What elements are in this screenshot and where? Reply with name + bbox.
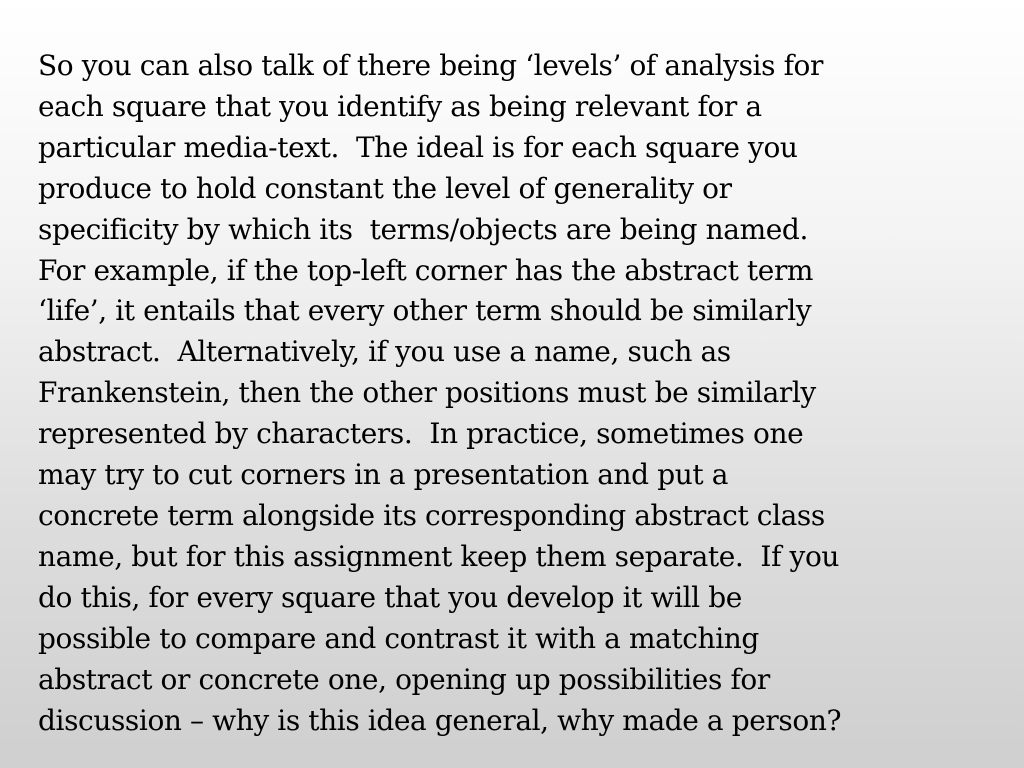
text-line: each square that you identify as being relevant for a [38, 89, 762, 123]
text-line: abstract or concrete one, opening up possibilities for [38, 662, 770, 696]
text-line: ‘life’, it entails that every other term should be similarly [38, 294, 812, 328]
text-line: discussion – why is this idea general, why made a person? [38, 703, 842, 737]
body-paragraph [38, 46, 998, 741]
text-line: particular media-text. The ideal is for each square you [38, 130, 798, 164]
text-line: produce to hold constant the level of generality or [38, 171, 732, 205]
text-line: concrete term alongside its corresponding abstract class [38, 498, 825, 532]
text-line: possible to compare and contrast it with a matching [38, 621, 759, 655]
text-line: may try to cut corners in a presentation and put a [38, 458, 729, 492]
text-line: do this, for every square that you develop it will be [38, 580, 742, 614]
text-line: name, but for this assignment keep them separate. If you [38, 539, 840, 573]
text-line: Frankenstein, then the other positions must be similarly [38, 376, 816, 410]
text-line: specificity by which its terms/objects are being named. [38, 212, 808, 246]
text-line: So you can also talk of there being ‘levels’ of analysis for [38, 49, 823, 82]
text-line: For example, if the top-left corner has the abstract term [38, 253, 814, 287]
text-line: represented by characters. In practice, sometimes one [38, 417, 804, 451]
text-line: abstract. Alternatively, if you use a name, such as [38, 335, 731, 369]
